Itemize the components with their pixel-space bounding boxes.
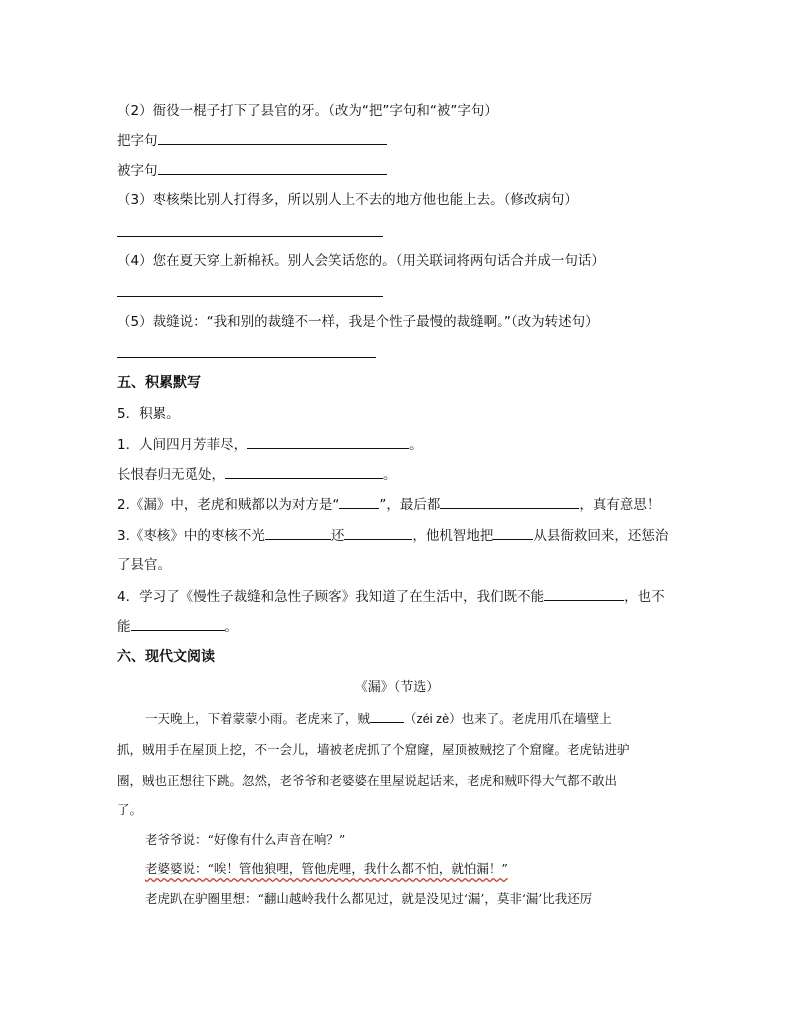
p1-text-a: 一天晚上，下着蒙蒙小雨。老虎来了，贼: [145, 711, 371, 726]
q2-ba-line: [117, 130, 387, 151]
p1-text-b: 也来了。老虎用爪在墙壁上: [461, 711, 612, 726]
item4-line: [117, 586, 665, 607]
item1-line-a: [117, 434, 423, 455]
q4-prompt: （4）您在夏天穿上新棉袄。别人会笑话您的。（用关联词将两句话合并成一句话）: [117, 253, 605, 269]
item3-blank-3[interactable]: [493, 525, 533, 540]
item1-line-b: [117, 464, 397, 485]
q2-prompt: （2）衙役一棍子打下了县官的牙。（改为“把”字句和“被”字句）: [117, 103, 498, 119]
item2-text-b: ”，最后都: [379, 497, 441, 513]
item2-blank-1[interactable]: [339, 494, 379, 509]
q3-prompt: （3）枣核柴比别人打得多，所以别人上不去的地方他也能上去。（修改病句）: [117, 192, 578, 208]
q2-bei-label: 被字句: [117, 163, 158, 179]
item4-text-b: ，也不: [624, 589, 665, 605]
item3-text-a: 3.《枣核》中的枣核不光: [117, 528, 265, 544]
section5-heading: 五、积累默写: [117, 375, 201, 391]
item2-blank-2[interactable]: [440, 494, 579, 509]
item3-text-b: 还: [330, 528, 345, 544]
item1b-end: 。: [383, 467, 397, 483]
item3-line-cont: 了县官。: [117, 557, 171, 573]
item4-blank-2[interactable]: [131, 616, 225, 631]
q4-answer-blank[interactable]: [117, 296, 383, 297]
item4-text-a: 4．学习了《慢性子裁缝和急性子顾客》我知道了在生活中，我们既不能: [117, 589, 545, 605]
item4-text-c: 能: [117, 619, 131, 635]
item1b-blank[interactable]: [225, 464, 383, 479]
item4-text-d: 。: [224, 619, 238, 635]
item1a-text: 1．人间四月芳菲尽，: [117, 437, 248, 453]
q5-prompt: （5）裁缝说：“我和别的裁缝不一样，我是个性子最慢的裁缝啊。”（改为转述句）: [117, 314, 599, 330]
passage-title: 《漏》（节选）: [354, 680, 440, 695]
item2-line: [117, 494, 660, 515]
passage-p2: 老爷爷说：“好像有什么声音在响？”: [145, 832, 346, 847]
passage-p1-line2: 抓，贼用手在屋顶上挖，不一会儿，墙被老虎抓了个窟窿，屋顶被贼挖了个窟窿。老虎钻进驴: [117, 742, 630, 757]
q2-ba-label: 把字句: [117, 133, 158, 149]
item1b-text: 长恨春归无觅处，: [117, 467, 225, 483]
passage-p1-line1: [145, 708, 705, 729]
q2-ba-answer-blank[interactable]: [158, 130, 387, 145]
item3-text-c: ，他机智地把: [412, 528, 494, 544]
passage-p1-line3: 圈，贼也正想往下跳。忽然，老爷爷和老婆婆在里屋说起话来，老虎和贼吓得大气都不敢出: [117, 773, 618, 788]
item1a-blank[interactable]: [247, 434, 409, 449]
section6-heading: 六、现代文阅读: [117, 649, 215, 665]
item1a-end: 。: [409, 437, 423, 453]
pinyin-options: （zéi zè）: [404, 712, 462, 726]
item3-line: [117, 525, 668, 546]
passage-p1-line4: 了。: [117, 802, 143, 817]
item2-text-c: ，真有意思！: [579, 497, 661, 513]
item3-blank-1[interactable]: [265, 525, 331, 540]
p1-blank[interactable]: [370, 708, 404, 723]
item2-text-a: 2.《漏》中，老虎和贼都以为对方是“: [117, 497, 340, 513]
section5-intro: 5．积累。: [117, 406, 180, 422]
passage-p4: 老虎趴在驴圈里想：“翻山越岭我什么都见过，就是没见过‘漏’，莫非‘漏’比我还厉: [145, 891, 593, 906]
q5-answer-blank[interactable]: [117, 357, 376, 358]
q2-bei-answer-blank[interactable]: [158, 160, 387, 175]
item3-text-d: 从县衙救回来，还惩治: [533, 528, 669, 544]
passage-p3: 老婆婆说：“唉！管他狼哩，管他虎哩，我什么都不怕，就怕漏！”: [145, 861, 508, 876]
q3-answer-blank[interactable]: [117, 236, 383, 237]
item4-blank-1[interactable]: [544, 586, 624, 601]
item3-blank-2[interactable]: [344, 525, 412, 540]
item4-line-cont: [117, 616, 238, 637]
q2-bei-line: [117, 160, 387, 181]
